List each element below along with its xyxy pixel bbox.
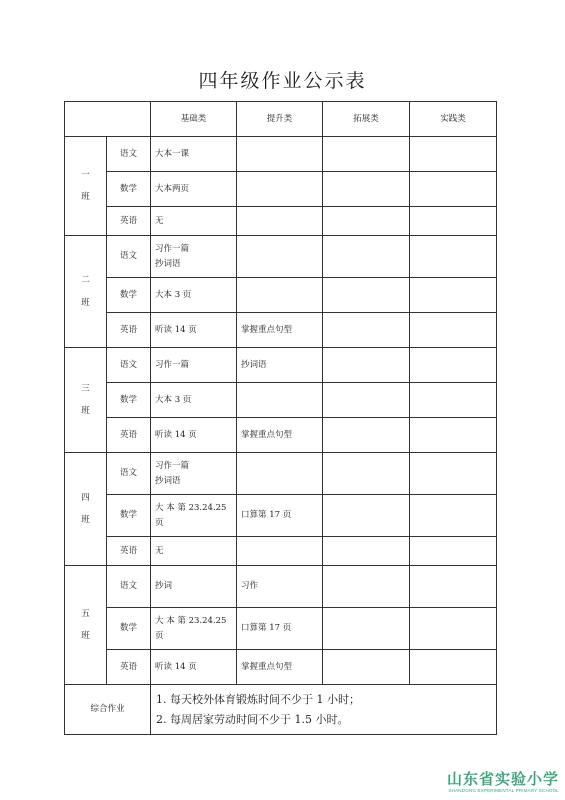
homework-cell xyxy=(237,137,323,172)
subject-cell: 语文 xyxy=(107,348,151,383)
class-name-char: 班 xyxy=(81,631,90,641)
table-row xyxy=(65,313,497,348)
class-name-cell xyxy=(65,137,107,236)
homework-cell: 口算第 17 页 xyxy=(237,495,323,537)
homework-cell xyxy=(237,207,323,236)
class-name-char: 四 xyxy=(81,492,90,503)
subject-cell: 英语 xyxy=(107,650,151,685)
subject-cell: 英语 xyxy=(107,418,151,453)
school-name-en: SHANDONG EXPERIMENTAL PRIMARY SCHOOL xyxy=(448,788,559,793)
homework-cell xyxy=(323,383,410,418)
homework-cell xyxy=(410,313,497,348)
homework-cell xyxy=(323,278,410,313)
homework-cell xyxy=(237,537,323,566)
homework-cell: 掌握重点句型 xyxy=(237,313,323,348)
homework-cell xyxy=(323,537,410,566)
homework-cell xyxy=(237,278,323,313)
homework-cell xyxy=(323,453,410,495)
class-name-cell xyxy=(65,453,107,566)
subject-cell: 英语 xyxy=(107,207,151,236)
homework-cell xyxy=(323,137,410,172)
subject-cell: 数学 xyxy=(107,608,151,650)
class-name-char: 二 xyxy=(81,275,90,286)
homework-cell: 习作一篇 抄词语 xyxy=(151,236,237,278)
homework-cell xyxy=(237,236,323,278)
homework-cell: 听读 14 页 xyxy=(151,418,237,453)
subject-cell: 数学 xyxy=(107,495,151,537)
class-name-cell xyxy=(65,566,107,685)
table-row xyxy=(65,278,497,313)
homework-cell: 大本 3 页 xyxy=(151,383,237,418)
subject-cell: 语文 xyxy=(107,137,151,172)
class-name-char: 五 xyxy=(81,608,90,619)
homework-cell xyxy=(323,495,410,537)
homework-cell xyxy=(410,608,497,650)
column-header: 实践类 xyxy=(410,102,497,137)
subject-cell: 英语 xyxy=(107,537,151,566)
homework-cell: 大 本 第 23.24.25 页 xyxy=(151,495,237,537)
homework-cell xyxy=(410,383,497,418)
homework-cell: 习作一篇 xyxy=(151,348,237,383)
homework-cell: 习作一篇 抄词语 xyxy=(151,453,237,495)
homework-cell xyxy=(323,566,410,608)
homework-cell xyxy=(323,348,410,383)
subject-cell: 英语 xyxy=(107,313,151,348)
column-header: 拓展类 xyxy=(323,102,410,137)
comprehensive-row xyxy=(65,685,497,735)
homework-cell xyxy=(323,650,410,685)
school-logo xyxy=(447,771,559,793)
page-title: 四年级作业公示表 xyxy=(198,70,367,92)
homework-cell xyxy=(410,278,497,313)
table-row xyxy=(65,495,497,537)
subject-cell: 语文 xyxy=(107,236,151,278)
homework-cell: 大本一课 xyxy=(151,137,237,172)
homework-cell xyxy=(237,453,323,495)
homework-cell: 习作 xyxy=(237,566,323,608)
homework-cell: 无 xyxy=(151,207,237,236)
homework-cell: 大 本 第 23.24.25 页 xyxy=(151,608,237,650)
homework-cell: 口算第 17 页 xyxy=(237,608,323,650)
table-row xyxy=(65,348,497,383)
class-name-char: 班 xyxy=(81,297,90,308)
homework-cell xyxy=(410,495,497,537)
homework-cell xyxy=(410,453,497,495)
homework-cell: 大本两页 xyxy=(151,172,237,207)
subject-cell: 数学 xyxy=(107,278,151,313)
column-header: 基础类 xyxy=(151,102,237,137)
school-name: 山东省实验小学 xyxy=(446,770,559,788)
class-name-char: 班 xyxy=(81,406,90,416)
table-row xyxy=(65,137,497,172)
table-row xyxy=(65,418,497,453)
homework-cell xyxy=(410,537,497,566)
class-name-char: 一 xyxy=(81,169,90,180)
table-row xyxy=(65,566,497,608)
header-row xyxy=(65,102,497,137)
homework-cell: 掌握重点句型 xyxy=(237,418,323,453)
table-row xyxy=(65,453,497,495)
table-row xyxy=(65,236,497,278)
homework-cell xyxy=(323,418,410,453)
homework-cell xyxy=(410,418,497,453)
table-row xyxy=(65,537,497,566)
homework-cell xyxy=(323,236,410,278)
homework-cell xyxy=(410,650,497,685)
comprehensive-line: 1. 每天校外体育锻炼时间不少于 1 小时； xyxy=(156,693,360,707)
comprehensive-label: 综合作业 xyxy=(65,685,151,735)
homework-cell xyxy=(323,172,410,207)
homework-cell xyxy=(410,566,497,608)
subject-cell: 数学 xyxy=(107,172,151,207)
homework-cell xyxy=(323,313,410,348)
class-name-char: 班 xyxy=(81,515,90,525)
class-name-cell xyxy=(65,236,107,348)
corner-cell xyxy=(65,102,151,137)
column-header: 提升类 xyxy=(237,102,323,137)
homework-cell: 听读 14 页 xyxy=(151,313,237,348)
homework-cell xyxy=(323,207,410,236)
homework-cell: 抄词语 xyxy=(237,348,323,383)
class-name-char: 三 xyxy=(81,383,90,394)
homework-cell xyxy=(323,608,410,650)
table-row xyxy=(65,650,497,685)
table-row xyxy=(65,207,497,236)
table-row xyxy=(65,383,497,418)
homework-cell: 抄词 xyxy=(151,566,237,608)
homework-cell xyxy=(410,348,497,383)
subject-cell: 语文 xyxy=(107,566,151,608)
class-name-cell xyxy=(65,348,107,453)
comprehensive-content xyxy=(151,685,497,735)
table-row xyxy=(65,172,497,207)
homework-cell xyxy=(410,207,497,236)
homework-cell xyxy=(237,172,323,207)
homework-cell: 大本 3 页 xyxy=(151,278,237,313)
homework-cell: 无 xyxy=(151,537,237,566)
subject-cell: 语文 xyxy=(107,453,151,495)
homework-cell xyxy=(410,236,497,278)
homework-cell xyxy=(410,137,497,172)
subject-cell: 数学 xyxy=(107,383,151,418)
homework-cell xyxy=(410,172,497,207)
homework-table xyxy=(64,101,497,735)
comprehensive-line: 2. 每周居家劳动时间不少于 1.5 小时。 xyxy=(156,712,349,726)
class-name-char: 班 xyxy=(81,192,90,202)
table-row xyxy=(65,608,497,650)
homework-cell xyxy=(237,383,323,418)
homework-cell: 掌握重点句型 xyxy=(237,650,323,685)
homework-cell: 听读 14 页 xyxy=(151,650,237,685)
